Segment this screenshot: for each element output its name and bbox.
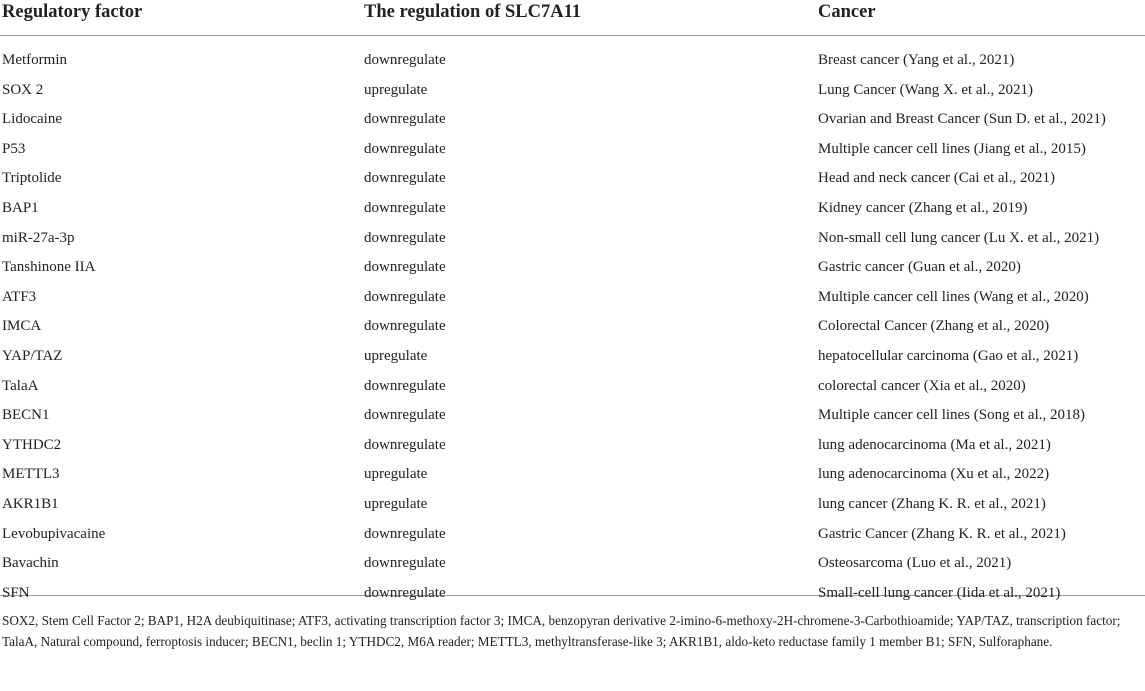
table-body	[0, 36, 1145, 601]
table-row	[0, 168, 1145, 198]
cell-cancer: Small-cell lung cancer (Iida et al., 2021)	[818, 584, 1061, 601]
table-row	[0, 494, 1145, 524]
cell-regulatory-factor: AKR1B1	[2, 495, 59, 512]
cell-regulation: downregulate	[364, 436, 446, 453]
cell-regulation: downregulate	[364, 140, 446, 157]
cell-regulation: upregulate	[364, 81, 428, 98]
cell-cancer: hepatocellular carcinoma (Gao et al., 2021)	[818, 347, 1079, 364]
cell-regulatory-factor: ATF3	[2, 288, 37, 305]
cell-regulatory-factor: SOX 2	[2, 81, 44, 98]
table-row	[0, 464, 1145, 494]
cell-cancer: Lung Cancer (Wang X. et al., 2021)	[818, 81, 1033, 98]
cell-cancer: lung adenocarcinoma (Xu et al., 2022)	[818, 466, 1050, 483]
cell-regulation: downregulate	[364, 377, 446, 394]
cell-regulatory-factor: YAP/TAZ	[2, 347, 63, 364]
cell-regulation: downregulate	[364, 170, 446, 187]
header-cancer: Cancer	[818, 2, 876, 22]
cell-regulation: downregulate	[364, 525, 446, 542]
cell-regulation: downregulate	[364, 52, 446, 68]
cell-regulation: downregulate	[364, 288, 446, 305]
header-regulatory-factor: Regulatory factor	[2, 2, 143, 22]
cell-regulatory-factor: P53	[2, 140, 26, 157]
cell-regulation: downregulate	[364, 407, 446, 424]
cell-regulation: upregulate	[364, 347, 428, 364]
cell-regulation: downregulate	[364, 259, 446, 276]
cell-regulatory-factor: Bavachin	[2, 555, 59, 572]
cell-regulation: downregulate	[364, 199, 446, 216]
cell-cancer: Multiple cancer cell lines (Jiang et al., 2015)	[818, 140, 1086, 157]
table-row	[0, 524, 1145, 554]
cell-cancer: Ovarian and Breast Cancer (Sun D. et al., 2021)	[818, 111, 1106, 128]
cell-regulation: upregulate	[364, 466, 428, 483]
cell-regulation: downregulate	[364, 555, 446, 572]
cell-regulation: downregulate	[364, 318, 446, 335]
cell-cancer: Colorectal Cancer (Zhang et al., 2020)	[818, 318, 1050, 335]
cell-regulatory-factor: Triptolide	[2, 170, 62, 187]
table-row	[0, 553, 1145, 583]
cell-regulation: downregulate	[364, 111, 446, 128]
table-row	[0, 346, 1145, 376]
table-row	[0, 109, 1145, 139]
cell-regulation: upregulate	[364, 495, 428, 512]
table-row	[0, 405, 1145, 435]
cell-cancer: Multiple cancer cell lines (Song et al., 2018)	[818, 407, 1086, 424]
table-row	[0, 583, 1145, 613]
table-row	[0, 198, 1145, 228]
cell-regulatory-factor: SFN	[2, 584, 30, 601]
cell-cancer: Multiple cancer cell lines (Wang et al., 2020)	[818, 288, 1089, 305]
cell-regulation: downregulate	[364, 229, 446, 246]
cell-regulatory-factor: Metformin	[2, 52, 67, 68]
cell-cancer: Non-small cell lung cancer (Lu X. et al., 2021)	[818, 229, 1100, 246]
table-row	[0, 316, 1145, 346]
table-row	[0, 435, 1145, 465]
cell-regulatory-factor: YTHDC2	[2, 436, 62, 453]
cell-regulatory-factor: Levobupivacaine	[2, 525, 106, 542]
cell-regulatory-factor: miR-27a-3p	[2, 229, 75, 246]
cell-regulatory-factor: BECN1	[2, 407, 50, 424]
cell-cancer: lung adenocarcinoma (Ma et al., 2021)	[818, 436, 1051, 453]
table-row	[0, 80, 1145, 110]
table-row	[0, 376, 1145, 406]
table-row	[0, 139, 1145, 169]
cell-cancer: Head and neck cancer (Cai et al., 2021)	[818, 170, 1055, 187]
cell-cancer: Gastric cancer (Guan et al., 2020)	[818, 259, 1021, 276]
cell-regulatory-factor: Lidocaine	[2, 111, 62, 128]
cell-cancer: Kidney cancer (Zhang et al., 2019)	[818, 199, 1028, 216]
cell-cancer: Breast cancer (Yang et al., 2021)	[818, 52, 1015, 68]
cell-regulatory-factor: Tanshinone IIA	[2, 259, 96, 276]
cell-regulation: downregulate	[364, 584, 446, 601]
cell-cancer: Gastric Cancer (Zhang K. R. et al., 2021)	[818, 525, 1066, 542]
cell-regulatory-factor: IMCA	[2, 318, 42, 335]
table-footnote: SOX2, Stem Cell Factor 2; BAP1, H2A deubiquitinase; ATF3, activating transcription factor 3; IMCA, benzopyran derivative 2-imino-6-methoxy-2H-chromene-3-Carbothioamide; YAP/TAZ, transcription factor; TalaA, Natural compound, ferroptosis inducer; BECN1, beclin 1; YTHDC2, M6A reader; METTL3, methyltransferase-like 3; AKR1B1, aldo-keto reductase family 1 member B1; SFN, Sulforaphane.	[2, 613, 1121, 649]
table-row	[0, 50, 1145, 80]
cell-regulatory-factor: METTL3	[2, 466, 60, 483]
cell-cancer: colorectal cancer (Xia et al., 2020)	[818, 377, 1026, 394]
table-row	[0, 287, 1145, 317]
cell-cancer: lung cancer (Zhang K. R. et al., 2021)	[818, 495, 1046, 512]
cell-regulatory-factor: BAP1	[2, 199, 39, 216]
table-row	[0, 257, 1145, 287]
header-regulation: The regulation of SLC7A11	[364, 2, 582, 22]
cell-regulatory-factor: TalaA	[2, 377, 39, 394]
table-header-row	[0, 0, 1145, 36]
cell-cancer: Osteosarcoma (Luo et al., 2021)	[818, 555, 1012, 572]
table-row	[0, 228, 1145, 258]
